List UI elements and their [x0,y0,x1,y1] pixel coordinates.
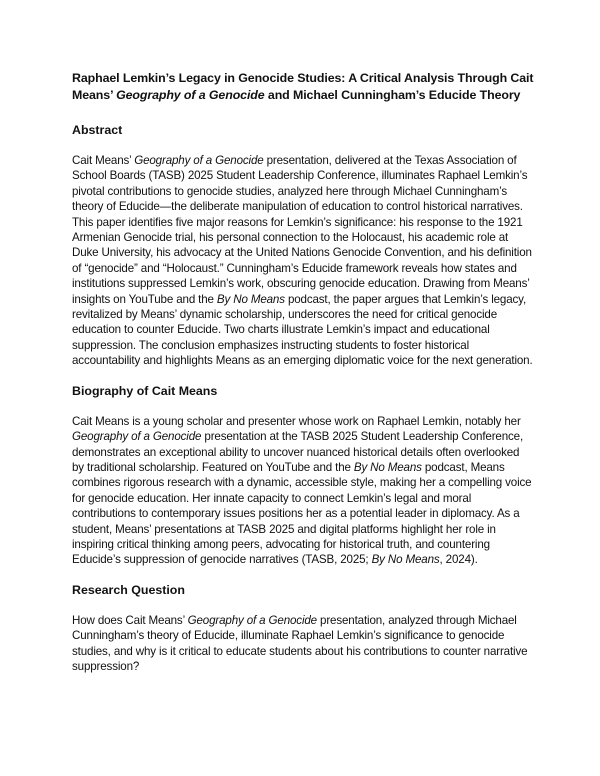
title-text-part: and Michael Cunningham’s Educide Theory [264,88,521,102]
title-italic-work: Geography of a Genocide [116,88,265,102]
biography-heading: Biography of Cait Means [72,383,218,398]
research-question-heading: Research Question [72,582,185,597]
paper-page [72,70,534,688]
biography-paragraph: Cait Means is a young scholar and presenter whose work on Raphael Lemkin, notably her Geography of a Genocide presentation at the TASB 2025 Student Leadership Conference, demonstrates an exceptional ability to uncover nuanced historical details often overlooked by traditional scholarship. Featured on YouTube and the By No Means podcast, Means combines rigorous research with a dynamic, accessible style, making her a compelling voice for genocide education. Her innate capacity to connect Lemkin’s legal and moral contributions to contemporary issues positions her as a potential leader in diplomacy. As a student, Means’ presentations at TASB 2025 and digital platforms highlight her role in inspiring critical thinking among peers, advocating for historical truth, and countering Educide’s suppression of genocide narratives (TASB, 2025; By No Means, 2024). [72,414,532,567]
abstract-paragraph: Cait Means’ Geography of a Genocide presentation, delivered at the Texas Association of School Boards (TASB) 2025 Student Leadership Conference, illuminates Raphael Lemkin’s pivotal contributions to genocide studies, analyzed here through Michael Cunningham’s theory of Educide—the deliberate manipulation of education to control historical narratives. This paper identifies five major reasons for Lemkin’s significance: his response to the 1921 Armenian Genocide trial, his personal connection to the Holocaust, his academic role at Duke University, his advocacy at the United Nations Genocide Convention, and his definition of “genocide” and “Holocaust.” Cunningham’s Educide framework reveals how states and institutions suppressed Lemkin’s work, obscuring genocide education. Drawing from Means’ insights on YouTube and the By No Means podcast, the paper argues that Lemkin’s legacy, revitalized by Means’ dynamic scholarship, underscores the need for critical genocide education to counter Educide. Two charts illustrate Lemkin’s impact and educational suppression. The conclusion emphasizes instructing students to foster historical accountability and highlights Means as an emerging diplomatic voice for the next generation. [72,154,533,368]
research-question-paragraph: How does Cait Means’ Geography of a Genocide presentation, analyzed through Michael Cunningham’s theory of Educide, illuminate Raphael Lemkin’s significance to genocide studies, and why is it critical to educate students about his contributions to counter narrative suppression? [72,613,528,673]
abstract-heading: Abstract [72,123,123,137]
title-text-part: Raphael Lemkin’s Legacy in Genocide Studies: A Critical Analysis Through Cait Means’ [72,71,534,102]
paper-title [72,70,534,104]
